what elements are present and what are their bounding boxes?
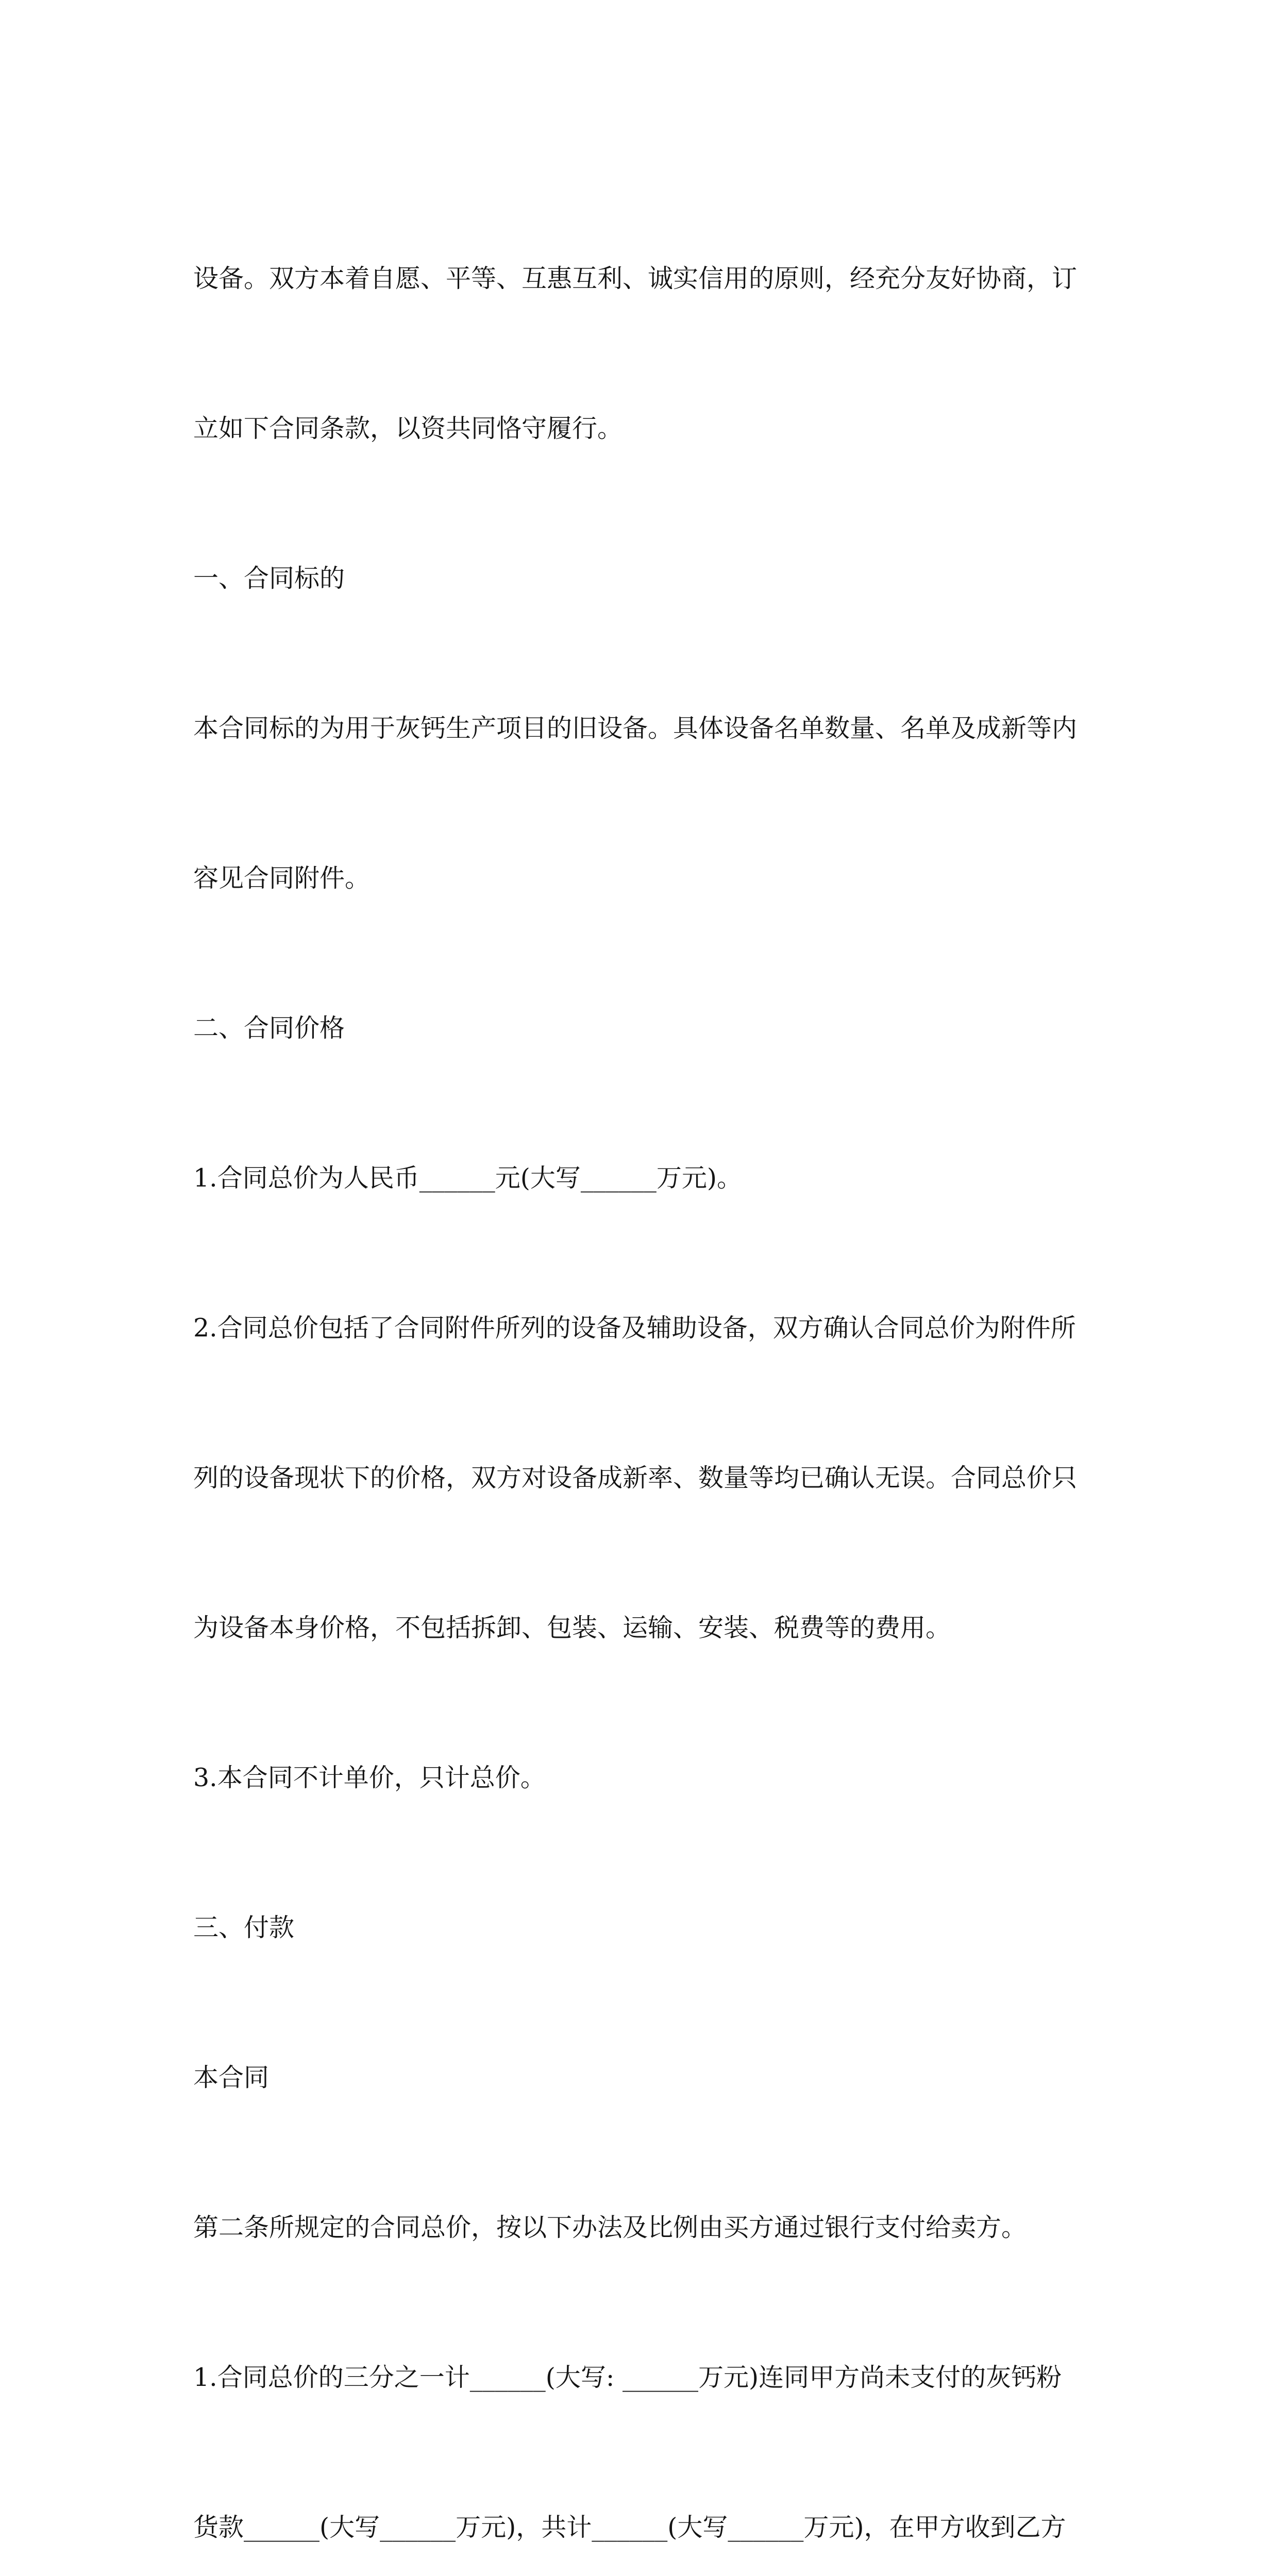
text-line: 容见合同附件。 (193, 863, 371, 893)
text-line: 立如下合同条款，以资共同恪守履行。 (193, 414, 623, 443)
text-line: 设备。双方本着自愿、平等、互惠互利、诚实信用的原则，经充分友好协商，订 (193, 264, 1078, 293)
text-line: 1.合同总价的三分之一计______(大写: ______万元)连同甲方尚未支付的灰钙粉 (193, 2363, 1062, 2392)
section-heading: 一、合同标的 (193, 564, 345, 593)
text-line: 货款______(大写______万元)，共计______(大写______万元)，在甲方收到乙方 (193, 2513, 1066, 2542)
text-line: 1.合同总价为人民币______元(大写______万元)。 (193, 1163, 742, 1193)
text-line: 第二条所规定的合同总价，按以下办法及比例由买方通过银行支付给卖方。 (193, 2213, 1027, 2242)
text-line: 本合同 (193, 2063, 270, 2092)
section-heading: 二、合同价格 (193, 1013, 345, 1043)
section-heading: 三、付款 (193, 1913, 295, 1942)
text-line: 为设备本身价格，不包括拆卸、包装、运输、安装、税费等的费用。 (193, 1613, 951, 1642)
text-line: 2.合同总价包括了合同附件所列的设备及辅助设备，双方确认合同总价为附件所 (193, 1313, 1076, 1343)
text-line: 本合同标的为用于灰钙生产项目的旧设备。具体设备名单数量、名单及成新等内 (193, 714, 1078, 743)
contract-body (193, 154, 1087, 2576)
text-line: 列的设备现状下的价格，双方对设备成新率、数量等均已确认无误。合同总价只 (193, 1463, 1078, 1493)
text-line: 3.本合同不计单价，只计总价。 (193, 1763, 546, 1792)
